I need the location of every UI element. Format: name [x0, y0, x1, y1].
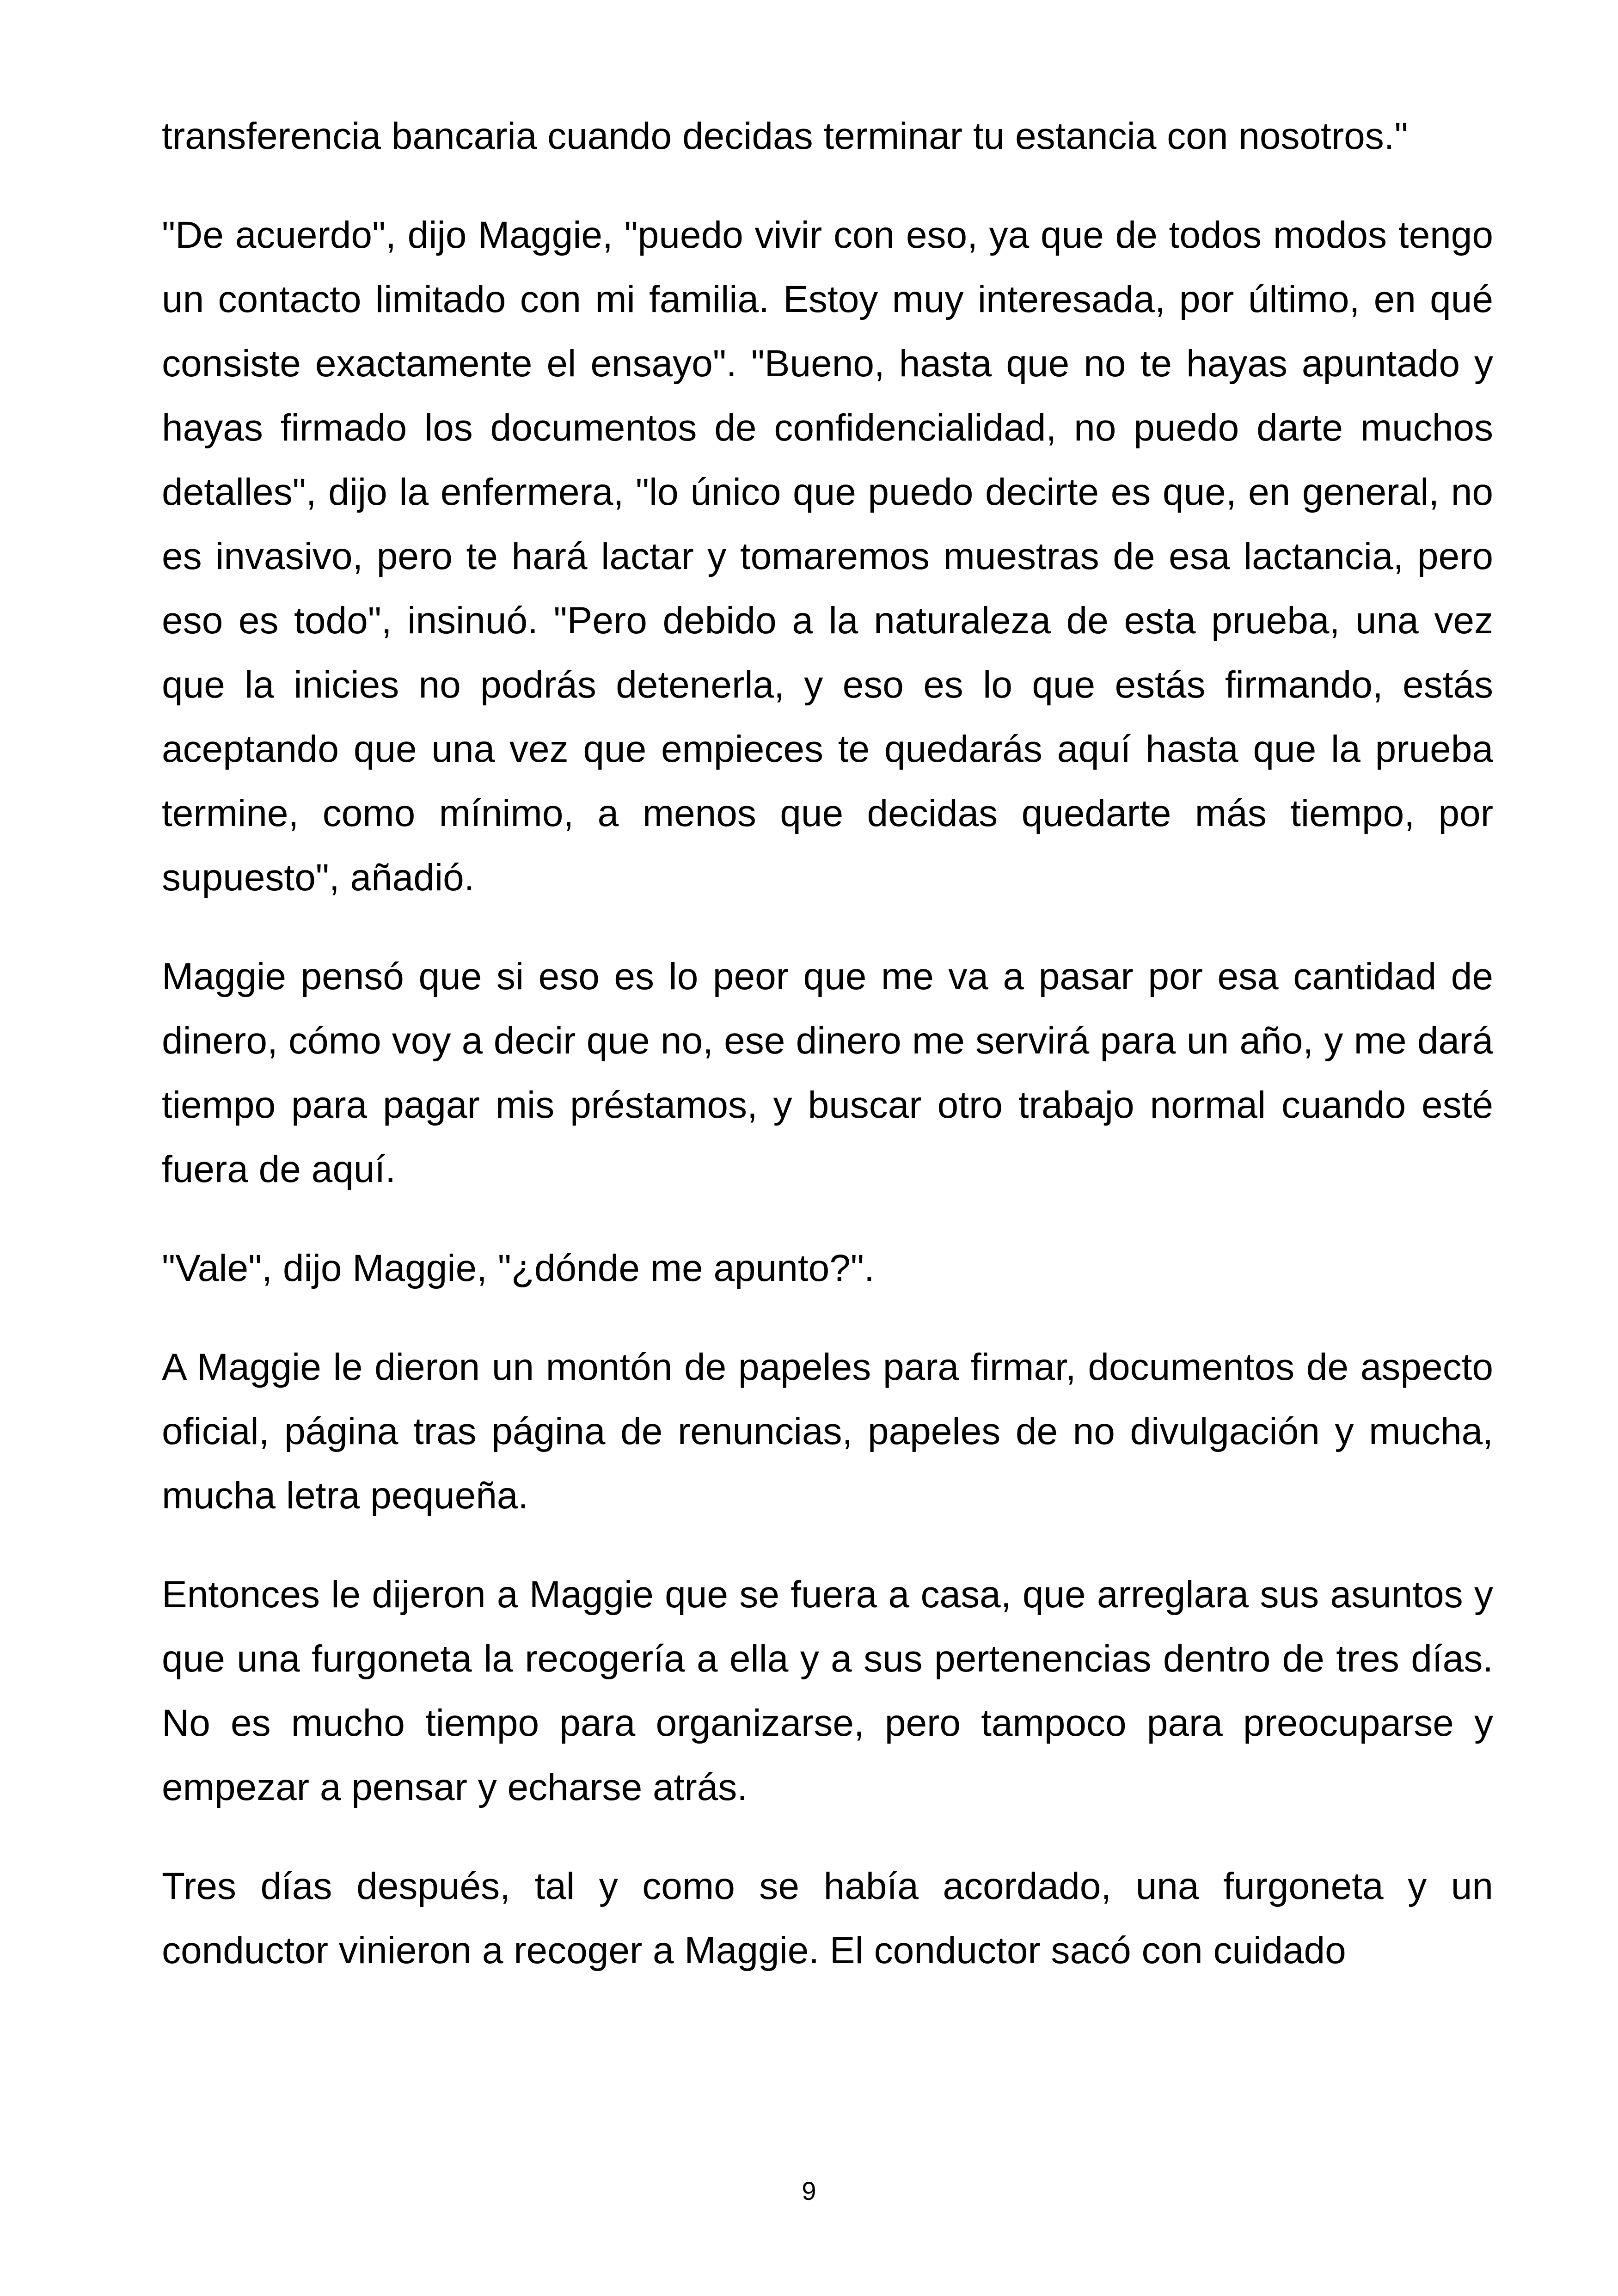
page-body	[162, 104, 1493, 2017]
paragraph-4: "Vale", dijo Maggie, "¿dónde me apunto?".	[162, 1247, 875, 1289]
paragraph-5: A Maggie le dieron un montón de papeles para firmar, documentos de aspecto oficial, página tras página de renuncias, papeles de no divulgación y mucha, mucha letra pequeña.	[162, 1346, 1493, 1517]
paragraph-1: transferencia bancaria cuando decidas terminar tu estancia con nosotros."	[162, 115, 1408, 157]
paragraph-6: Entonces le dijeron a Maggie que se fuera a casa, que arreglara sus asuntos y que una furgoneta la recogería a ella y a sus pertenencias dentro de tres días. No es mucho tiempo para organizarse, pero tampoco para preocuparse y empezar a pensar y echarse atrás.	[162, 1574, 1493, 1808]
page-number: 9	[802, 2176, 816, 2205]
paragraph-3: Maggie pensó que si eso es lo peor que me va a pasar por esa cantidad de dinero, cómo voy a decir que no, ese dinero me servirá para un año, y me dará tiempo para pagar mis préstamos, y buscar otro trabajo normal cuando esté fuera de aquí.	[162, 955, 1493, 1190]
paragraph-2: "De acuerdo", dijo Maggie, "puedo vivir con eso, ya que de todos modos tengo un contacto limitado con mi familia. Estoy muy interesada, por último, en qué consiste exactamente el ensayo". "Bueno, hasta que no te hayas apuntado y hayas firmado los documentos de confidencialidad, no puedo darte muchos detalles", dijo la enfermera, "lo único que puedo decirte es que, en general, no es invasivo, pero te hará lactar y tomaremos muestras de esa lactancia, pero eso es todo", insinuó. "Pero debido a la naturaleza de esta prueba, una vez que la inicies no podrás detenerla, y eso es lo que estás firmando, estás aceptando que una vez que empieces te quedarás aquí hasta que la prueba termine, como mínimo, a menos que decidas quedarte más tiempo, por supuesto", añadió.	[162, 214, 1493, 899]
paragraph-7: Tres días después, tal y como se había acordado, una furgoneta y un conductor vinieron a recoger a Maggie. El conductor sacó con cuidado	[162, 1865, 1493, 1971]
